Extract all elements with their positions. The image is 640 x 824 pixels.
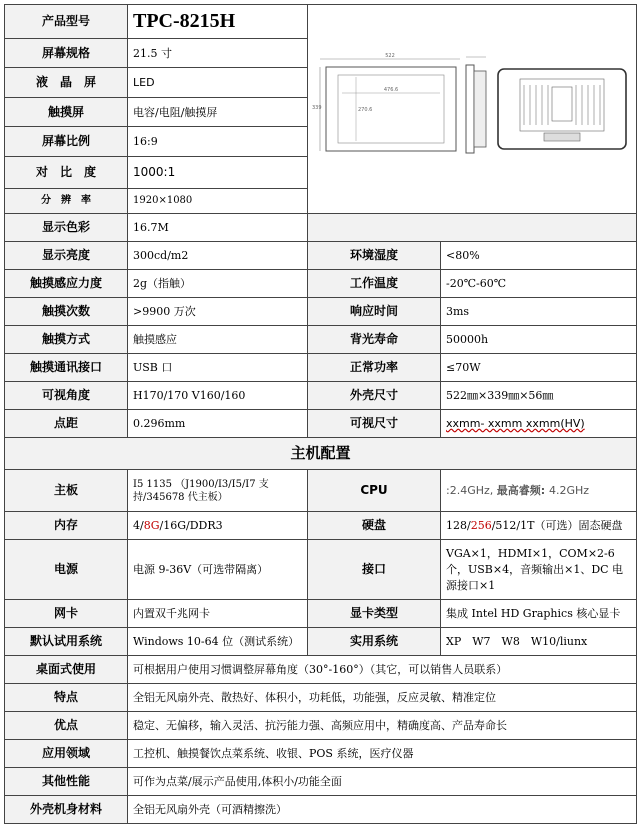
- extra-label-desktop: 桌面式使用: [5, 656, 128, 684]
- pair-value-pitch: 0.296mm: [128, 410, 308, 438]
- drawing-inner-label: 476.6: [383, 87, 399, 93]
- spec-value-size: 21.5 寸: [128, 38, 308, 68]
- spec-table: [4, 4, 637, 824]
- drawing-inner-height-label: 270.6: [358, 107, 373, 113]
- extra-label-other: 其他性能: [5, 768, 128, 796]
- drawing-width-label: 522: [385, 53, 395, 59]
- pair-value-touch-interface: USB 口: [128, 354, 308, 382]
- model-label: 产品型号: [5, 5, 128, 39]
- os-label: 默认试用系统: [5, 628, 128, 656]
- pair-label-touch-mode: 触摸方式: [5, 326, 128, 354]
- pair-label-brightness: 显示亮度: [5, 242, 128, 270]
- disk-value: [441, 512, 637, 540]
- spec-value-contrast: 1000:1: [128, 156, 308, 188]
- blank-cell: [308, 214, 637, 242]
- pair-value-backlight: 50000h: [441, 326, 637, 354]
- disk-label: 硬盘: [308, 512, 441, 540]
- host-config-title: 主机配置: [5, 438, 637, 470]
- power-label: 电源: [5, 540, 128, 600]
- extra-value-material: 全铝无风扇外壳（可酒精擦洗）: [128, 796, 637, 824]
- memory-part-a: 4/: [133, 519, 144, 532]
- pair-label-touch-interface: 触摸通讯接口: [5, 354, 128, 382]
- pair-value-brightness: 300cd/m2: [128, 242, 308, 270]
- cpu-base-freq: :2.4GHz,: [446, 484, 497, 497]
- drawing-height-label: 339: [312, 105, 322, 111]
- pair-label-pitch: 点距: [5, 410, 128, 438]
- pair-value-touch-mode: 触摸感应: [128, 326, 308, 354]
- cpu-label: CPU: [308, 470, 441, 512]
- spec-label-ratio: 屏幕比例: [5, 127, 128, 157]
- pair-label-temperature: 工作温度: [308, 270, 441, 298]
- pair-value-view-angle: H170/170 V160/160: [128, 382, 308, 410]
- power-value: 电源 9-36V（可选带隔离）: [128, 540, 308, 600]
- cpu-turbo-freq: 4.2GHz: [549, 484, 590, 497]
- pair-label-humidity: 环境湿度: [308, 242, 441, 270]
- pair-value-humidity: <80%: [441, 242, 637, 270]
- os-value: Windows 10-64 位（测试系统）: [128, 628, 308, 656]
- spec-value-resolution: 1920×1080: [128, 188, 308, 213]
- spec-label-resolution: 分 辨 率: [5, 188, 128, 213]
- memory-value: [128, 512, 308, 540]
- pair-value-power-normal: ≤70W: [441, 354, 637, 382]
- nic-value: 内置双千兆网卡: [128, 600, 308, 628]
- spec-value-color: 16.7M: [128, 214, 308, 242]
- spec-label-lcd: 液 晶 屏: [5, 68, 128, 98]
- pair-label-view-angle: 可视角度: [5, 382, 128, 410]
- pair-value-touch-force: 2g（指触）: [128, 270, 308, 298]
- pair-value-touch-count: >9900 万次: [128, 298, 308, 326]
- mainboard-label: 主板: [5, 470, 128, 512]
- pair-label-power-normal: 正常功率: [308, 354, 441, 382]
- extra-value-advantages: 稳定、无偏移，输入灵活、抗污能力强、高频应用中，精确度高、产品寿命长: [128, 712, 637, 740]
- pair-value-response: 3ms: [441, 298, 637, 326]
- spec-value-ratio: 16:9: [128, 127, 308, 157]
- pair-value-temperature: -20℃-60℃: [441, 270, 637, 298]
- pair-label-touch-force: 触摸感应力度: [5, 270, 128, 298]
- memory-part-c: /16G/DDR3: [159, 519, 223, 532]
- memory-part-b: 8G: [143, 519, 160, 532]
- disk-part-c: /512/1T（可选）固态硬盘: [491, 519, 623, 532]
- cpu-turbo-label: 最高睿频:: [496, 484, 549, 497]
- spec-label-size: 屏幕规格: [5, 38, 128, 68]
- spec-value-touch: 电容/电阻/触摸屏: [128, 97, 308, 127]
- extra-value-other: 可作为点菜/展示产品使用,体积小/功能全面: [128, 768, 637, 796]
- cpu-value: [441, 470, 637, 512]
- extra-value-features: 全铝无风扇外壳、散热好、体积小，功耗低，功能强，反应灵敏、精准定位: [128, 684, 637, 712]
- pair-value-case-size: 522㎜×339㎜×56㎜: [441, 382, 637, 410]
- pair-label-backlight: 背光寿命: [308, 326, 441, 354]
- model-value: TPC-8215H: [128, 5, 308, 39]
- extra-label-features: 特点: [5, 684, 128, 712]
- os2-label: 实用系统: [308, 628, 441, 656]
- os2-value: XP W7 W8 W10/liunx: [441, 628, 637, 656]
- gpu-value: 集成 Intel HD Graphics 核心显卡: [441, 600, 637, 628]
- spec-value-lcd: LED: [128, 68, 308, 98]
- disk-part-a: 128/: [446, 519, 471, 532]
- port-label: 接口: [308, 540, 441, 600]
- pair-label-case-size: 外壳尺寸: [308, 382, 441, 410]
- disk-part-b: 256: [470, 519, 492, 532]
- nic-label: 网卡: [5, 600, 128, 628]
- pair-value-view-size: xxmm- xxmm xxmm(HV): [441, 410, 637, 438]
- extra-label-material: 外壳机身材料: [5, 796, 128, 824]
- product-drawing: [308, 5, 637, 214]
- extra-label-applications: 应用领域: [5, 740, 128, 768]
- extra-value-desktop: 可根据用户使用习惯调整屏幕角度（30°-160°）（其它，可以销售人员联系）: [128, 656, 637, 684]
- port-value: VGA×1，HDMI×1，COM×2-6 个，USB×4，音频输出×1、DC 电源接口×1: [441, 540, 637, 600]
- mainboard-value: I5 1135 （J1900/I3/I5/I7 支持/345678 代主板）: [128, 470, 308, 512]
- dimension-drawing: [308, 5, 635, 210]
- pair-label-touch-count: 触摸次数: [5, 298, 128, 326]
- spec-label-color: 显示色彩: [5, 214, 128, 242]
- pair-label-view-size: 可视尺寸: [308, 410, 441, 438]
- extra-value-applications: 工控机、触摸餐饮点菜系统、收银、POS 系统，医疗仪器: [128, 740, 637, 768]
- memory-label: 内存: [5, 512, 128, 540]
- pair-label-response: 响应时间: [308, 298, 441, 326]
- spec-label-contrast: 对 比 度: [5, 156, 128, 188]
- gpu-label: 显卡类型: [308, 600, 441, 628]
- spec-label-touch: 触摸屏: [5, 97, 128, 127]
- extra-label-advantages: 优点: [5, 712, 128, 740]
